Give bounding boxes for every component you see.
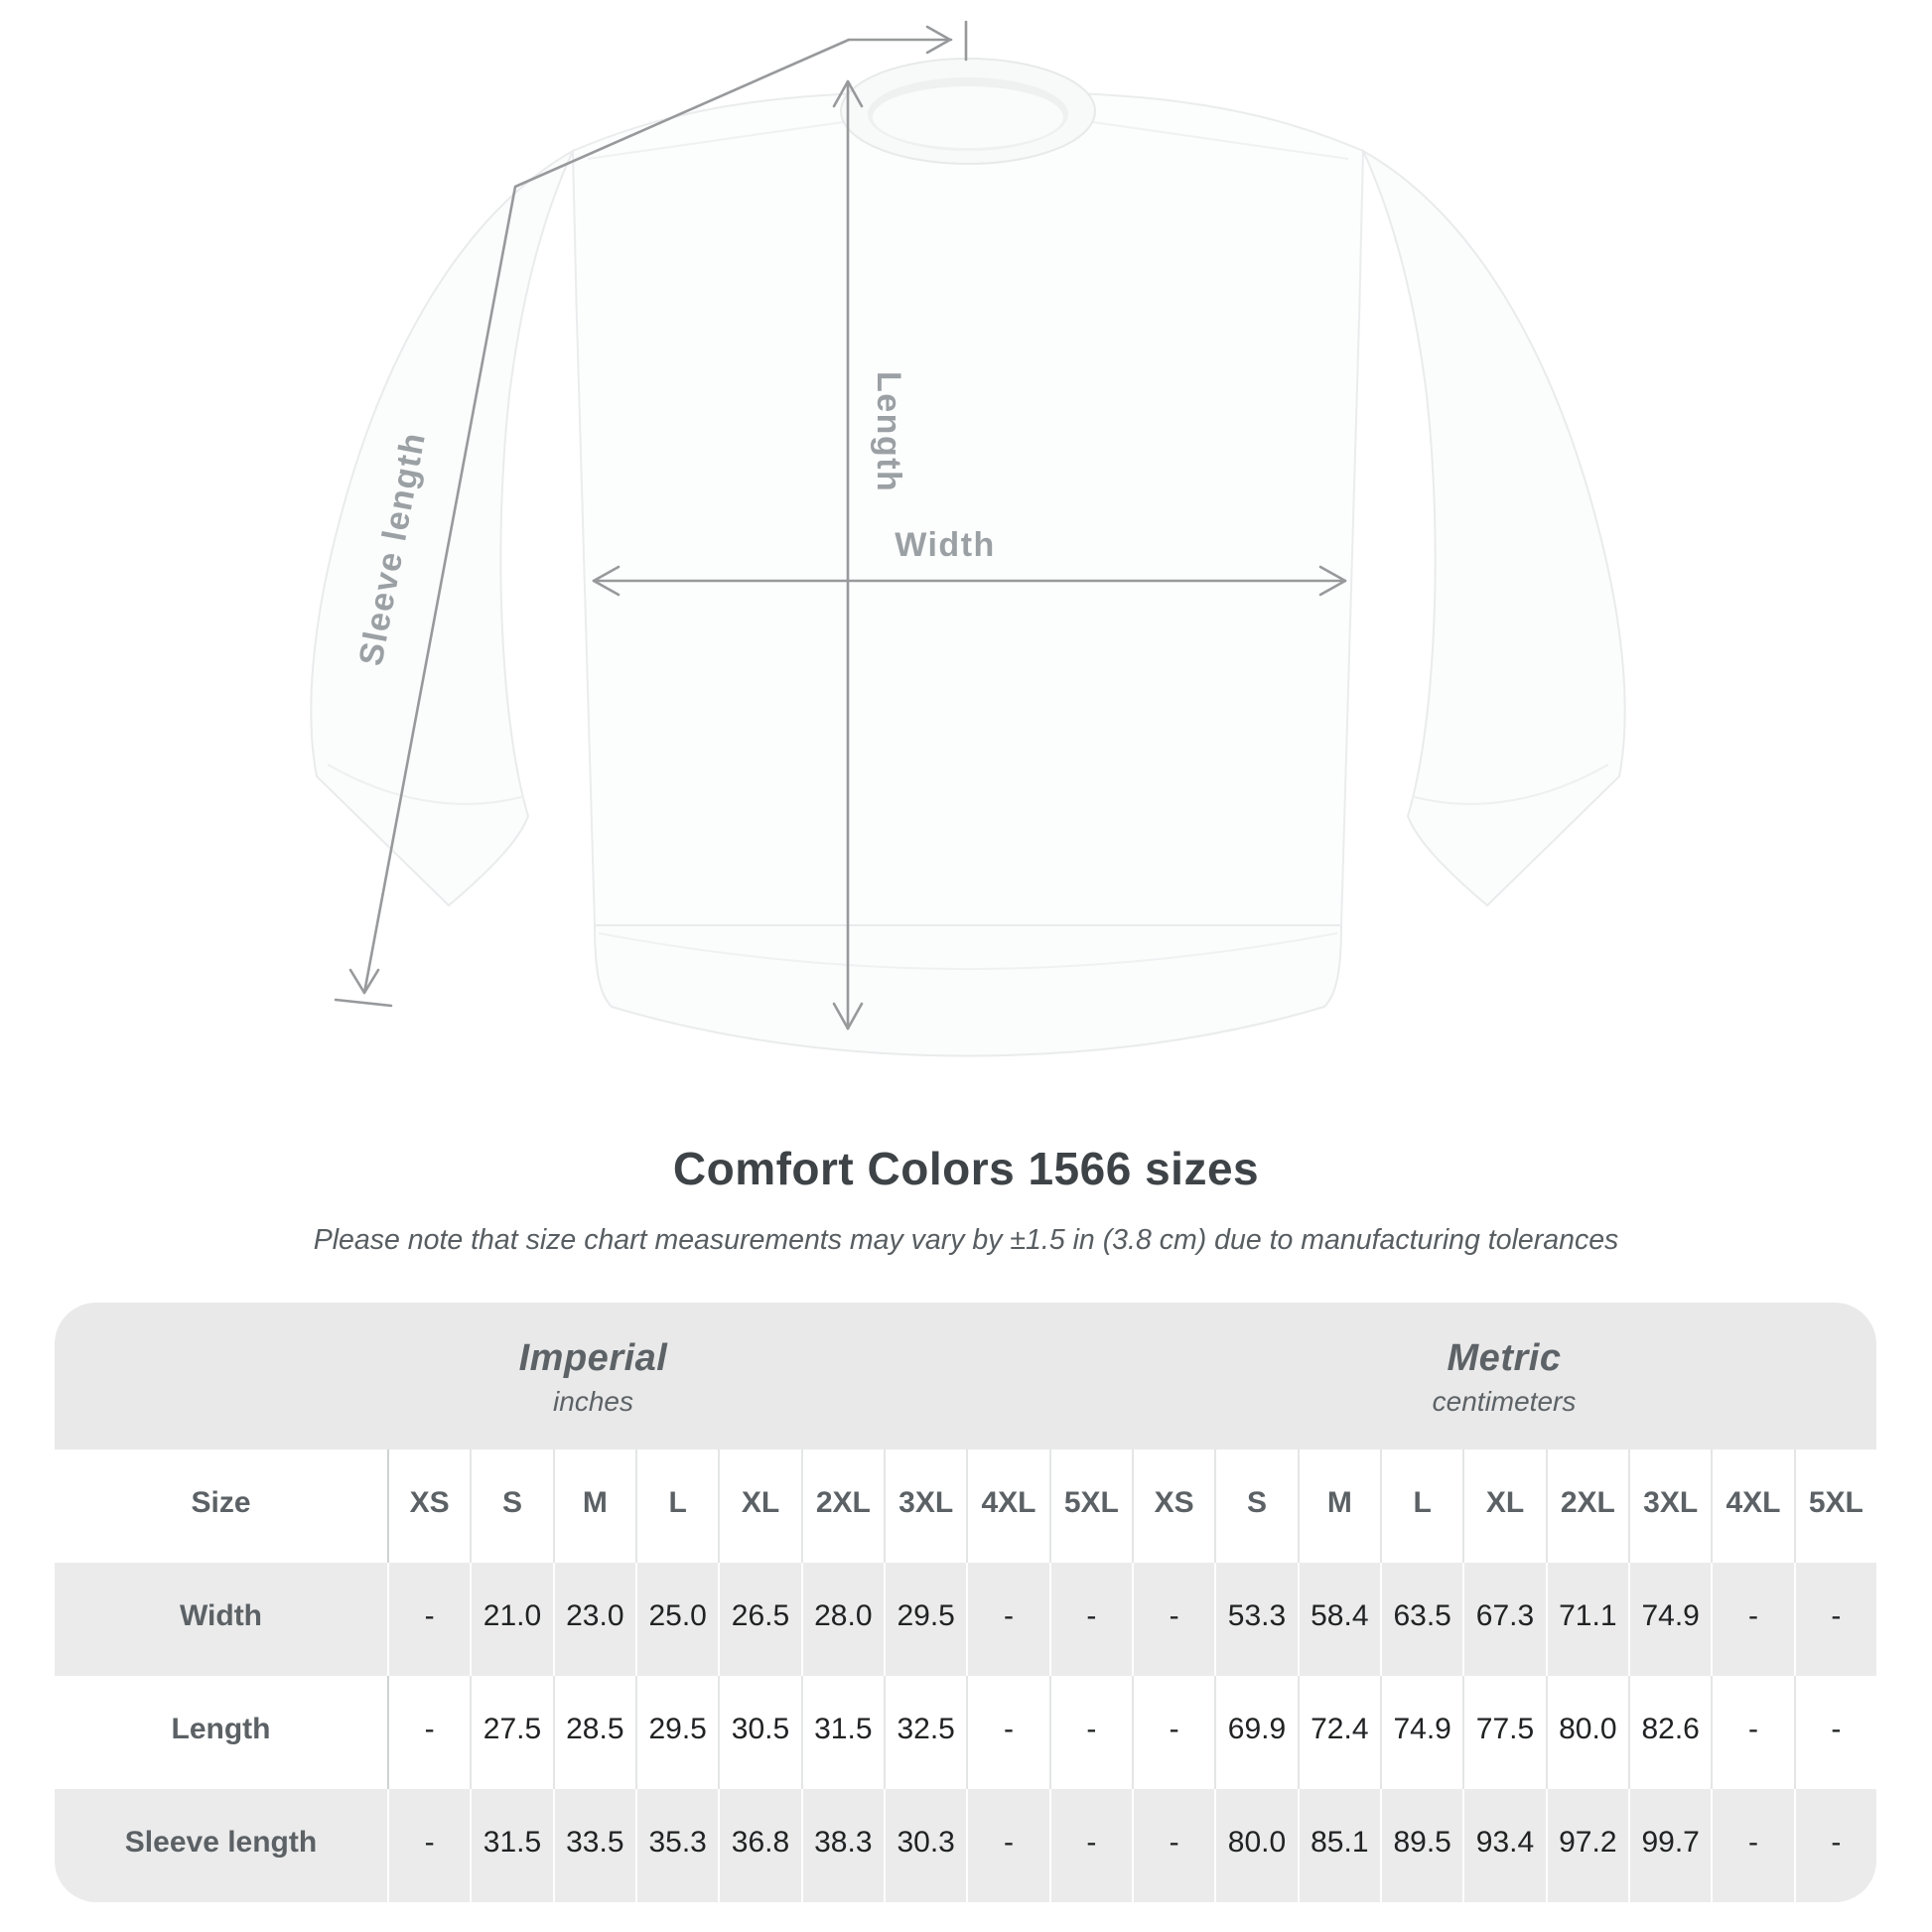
table-cell: 30.5 bbox=[718, 1676, 800, 1789]
table-cell: - bbox=[1049, 1789, 1132, 1902]
table-cell: 33.5 bbox=[553, 1789, 635, 1902]
size-header-cell: XL bbox=[1462, 1449, 1545, 1563]
table-cell: 28.5 bbox=[553, 1676, 635, 1789]
sweatshirt-body bbox=[573, 91, 1363, 925]
table-cell: 25.0 bbox=[635, 1563, 718, 1676]
table-cell: 80.0 bbox=[1546, 1676, 1628, 1789]
table-cell: - bbox=[1794, 1676, 1876, 1789]
size-header-cell: L bbox=[635, 1449, 718, 1563]
table-cell: - bbox=[1711, 1563, 1793, 1676]
sleeve-length-label: Sleeve length bbox=[351, 428, 434, 669]
table-cell: 77.5 bbox=[1462, 1676, 1545, 1789]
table-cell: 85.1 bbox=[1298, 1789, 1380, 1902]
table-cell: 26.5 bbox=[718, 1563, 800, 1676]
table-cell: - bbox=[966, 1563, 1048, 1676]
size-header-cell: 3XL bbox=[1628, 1449, 1711, 1563]
table-cell: - bbox=[1711, 1789, 1793, 1902]
table-cell: - bbox=[1132, 1563, 1214, 1676]
table-cell: 93.4 bbox=[1462, 1789, 1545, 1902]
table-cell: 99.7 bbox=[1628, 1789, 1711, 1902]
length-label: Length bbox=[870, 371, 907, 493]
size-header-cell: L bbox=[1380, 1449, 1462, 1563]
size-header-cell: M bbox=[1298, 1449, 1380, 1563]
table-cell: - bbox=[387, 1563, 470, 1676]
collar-inner bbox=[873, 86, 1063, 148]
table-cell: 58.4 bbox=[1298, 1563, 1380, 1676]
size-header-cell: S bbox=[1214, 1449, 1297, 1563]
table-cell: 29.5 bbox=[884, 1563, 966, 1676]
table-cell: 28.0 bbox=[801, 1563, 884, 1676]
metric-group-title: Metric bbox=[1447, 1336, 1562, 1379]
table-cell: - bbox=[387, 1676, 470, 1789]
table-cell: 89.5 bbox=[1380, 1789, 1462, 1902]
sweatshirt-waistband bbox=[595, 925, 1341, 1056]
table-cell: 74.9 bbox=[1380, 1676, 1462, 1789]
size-header-cell: 2XL bbox=[801, 1449, 884, 1563]
table-cell: 29.5 bbox=[635, 1676, 718, 1789]
table-cell: 67.3 bbox=[1462, 1563, 1545, 1676]
table-cell: - bbox=[1049, 1563, 1132, 1676]
tolerance-note: Please note that size chart measurements may vary by ±1.5 in (3.8 cm) due to manufacturing tolerances bbox=[313, 1224, 1619, 1256]
page-title: Comfort Colors 1566 sizes bbox=[672, 1143, 1260, 1194]
imperial-group-title: Imperial bbox=[518, 1336, 668, 1379]
table-cell: 53.3 bbox=[1214, 1563, 1297, 1676]
sweatshirt-left-sleeve bbox=[311, 151, 573, 905]
table-cell: 97.2 bbox=[1546, 1789, 1628, 1902]
table-cell: 31.5 bbox=[470, 1789, 552, 1902]
width-label: Width bbox=[895, 526, 996, 564]
table-cell: 30.3 bbox=[884, 1789, 966, 1902]
table-cell: 69.9 bbox=[1214, 1676, 1297, 1789]
size-header-cell: 5XL bbox=[1794, 1449, 1876, 1563]
size-chart-table bbox=[55, 1303, 1876, 1902]
size-header-cell: 4XL bbox=[1711, 1449, 1793, 1563]
size-header-cell: 4XL bbox=[966, 1449, 1048, 1563]
table-cell: 21.0 bbox=[470, 1563, 552, 1676]
row-label-width: Width bbox=[55, 1563, 387, 1676]
size-header-cell: 3XL bbox=[884, 1449, 966, 1563]
size-corner-header: Size bbox=[191, 1486, 251, 1519]
table-cell: 71.1 bbox=[1546, 1563, 1628, 1676]
imperial-group-unit: inches bbox=[553, 1385, 633, 1417]
table-cell: 63.5 bbox=[1380, 1563, 1462, 1676]
table-cell: 80.0 bbox=[1214, 1789, 1297, 1902]
table-cell: - bbox=[966, 1789, 1048, 1902]
table-cell: 74.9 bbox=[1628, 1563, 1711, 1676]
table-cell: - bbox=[966, 1676, 1048, 1789]
size-header-cell: M bbox=[553, 1449, 635, 1563]
sweatshirt-right-sleeve bbox=[1363, 151, 1625, 905]
size-header-cell: XS bbox=[1132, 1449, 1214, 1563]
table-cell: 36.8 bbox=[718, 1789, 800, 1902]
table-cell: 82.6 bbox=[1628, 1676, 1711, 1789]
table-cell: - bbox=[1132, 1676, 1214, 1789]
table-cell: - bbox=[1132, 1789, 1214, 1902]
metric-group-header bbox=[1132, 1303, 1876, 1449]
size-header-cell: XS bbox=[387, 1449, 470, 1563]
table-cell: - bbox=[387, 1789, 470, 1902]
table-cell: 38.3 bbox=[801, 1789, 884, 1902]
table-cell: 31.5 bbox=[801, 1676, 884, 1789]
row-label-length: Length bbox=[171, 1713, 271, 1745]
table-cell: - bbox=[1794, 1563, 1876, 1676]
imperial-group-header bbox=[55, 1303, 1132, 1449]
table-cell: - bbox=[1049, 1676, 1132, 1789]
table-cell: 27.5 bbox=[470, 1676, 552, 1789]
row-label-sleeve-length: Sleeve length bbox=[55, 1789, 387, 1902]
size-header-cell: 2XL bbox=[1546, 1449, 1628, 1563]
size-header-cell: XL bbox=[718, 1449, 800, 1563]
size-header-cell: 5XL bbox=[1049, 1449, 1132, 1563]
table-cell: - bbox=[1794, 1789, 1876, 1902]
table-cell: 72.4 bbox=[1298, 1676, 1380, 1789]
metric-group-unit: centimeters bbox=[1432, 1385, 1577, 1417]
size-header-cell: S bbox=[470, 1449, 552, 1563]
table-cell: 32.5 bbox=[884, 1676, 966, 1789]
table-cell: 23.0 bbox=[553, 1563, 635, 1676]
table-cell: 35.3 bbox=[635, 1789, 718, 1902]
table-cell: - bbox=[1711, 1676, 1793, 1789]
